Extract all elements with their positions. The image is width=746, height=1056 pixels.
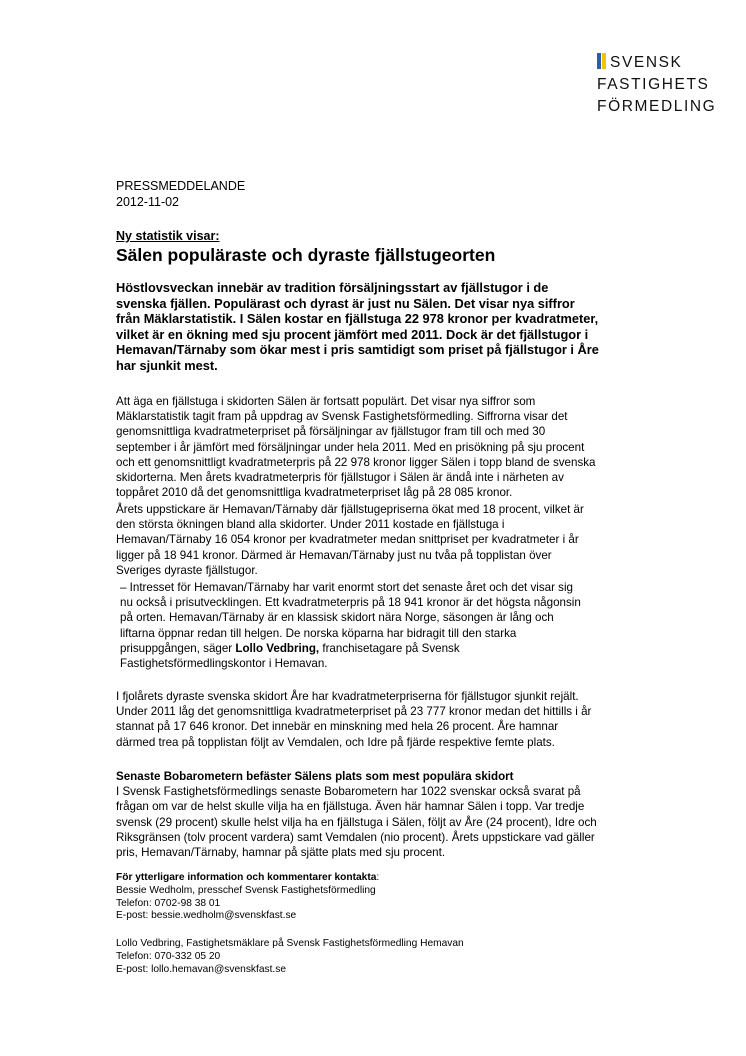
text-line: Mäklarstatistik tagit fram på uppdrag av Svensk Fastighetsförmedling. Siffrorna visar det xyxy=(116,410,568,424)
contact-phone: Telefon: 070-332 05 20 xyxy=(116,950,221,962)
logo-line-3: FÖRMEDLING xyxy=(597,98,717,115)
text-line: skidorterna. Men årets kvadratmeterpris för fjällstugor i Sälen är ändå inte i närheten av xyxy=(116,471,564,485)
text-line: svensk (29 procent) skulle helst vilja ha en fjällstuga i Sälen, följt av Åre (24 procent), Idre och xyxy=(116,815,597,829)
lead-line: svenska fjällen. Populärast och dyrast är just nu Sälen. Det visar nya siffror xyxy=(116,295,575,311)
text-line: I fjolårets dyraste svenska skidort Åre har kvadratmeterpriserna för fjällstugor sjunkit rejält. xyxy=(116,690,579,703)
quote-paragraph xyxy=(120,580,645,671)
text-line: Fastighetsförmedlingskontor i Hemavan. xyxy=(120,657,328,671)
press-header xyxy=(116,178,245,210)
text-line: Årets uppstickare är Hemavan/Tärnaby där fjällstugepriserna ökat med 18 procent, vilket är xyxy=(116,503,584,516)
lead-paragraph xyxy=(116,280,636,373)
quoted-person: Lollo Vedbring, xyxy=(235,641,320,655)
text-line: – Intresset för Hemavan/Tärnaby har varit enormt stort det senaste året och det visar sig xyxy=(120,581,574,594)
body-paragraph-3 xyxy=(116,689,641,750)
quote-text: franchisetagare på Svensk xyxy=(319,641,460,655)
swedish-flag-icon xyxy=(597,53,606,69)
lead-line: Höstlovsveckan innebär av tradition försäljningsstart av fjällstugor i de xyxy=(116,280,549,295)
text-line: liftarna öppnar redan till helgen. De norska köparna har bidragit till den starka xyxy=(120,626,517,640)
company-logo xyxy=(597,52,717,118)
contact-phone: Telefon: 0702-98 38 01 xyxy=(116,897,221,909)
text-line: Under 2011 låg det genomsnittliga kvadratmeterpriset på 23 777 kronor medan det hittills i år xyxy=(116,705,592,719)
text-line: toppåret 2010 då det genomsnittliga kvadratmeterpriset låg på 28 085 kronor. xyxy=(116,486,513,500)
contact-heading-text: För ytterligare information och kommentarer kontakta xyxy=(116,872,377,883)
section-subheading: Senaste Bobarometern befäster Sälens plats som mest populära skidort xyxy=(116,770,514,783)
document-date: 2012-11-02 xyxy=(116,195,180,209)
text-line: september i år jämfört med försäljningar under hela 2011. Med en prisökning på sju procent xyxy=(116,440,585,454)
lead-line: Hemavan/Tärnaby som ökar mest i pris samtidigt som priset på fjällstugor i Åre xyxy=(116,342,599,357)
contact-block-1 xyxy=(116,872,379,923)
contact-name: Bessie Wedholm, presschef Svensk Fastighetsförmedling xyxy=(116,884,376,896)
contact-block-2 xyxy=(116,938,464,976)
text-line: och ett genomsnittligt kvadratmeterpris på 22 978 kronor ligger Sälen i topp bland de svenska xyxy=(116,455,596,469)
contact-name: Lollo Vedbring, Fastighetsmäklare på Svensk Fastighetsförmedling Hemavan xyxy=(116,938,464,949)
contact-heading-colon: : xyxy=(376,872,380,883)
lead-line: har sjunkit mest. xyxy=(116,357,218,373)
contact-email[interactable]: E-post: lollo.hemavan@svenskfast.se xyxy=(116,963,287,975)
text-line: därmed trea på topplistan följt av Vemdalen, och Idre på fjärde respektive femte plats. xyxy=(116,735,555,749)
text-line: stannat på 17 646 kronor. Det innebär en minskning med hela 26 procent. Åre hamnar xyxy=(116,720,559,734)
contact-heading xyxy=(116,872,379,885)
text-line: Att äga en fjällstuga i skidorten Sälen är fortsatt populärt. Det visar nya siffror som xyxy=(116,395,536,408)
lead-line: från Mäklarstatistik. I Sälen kostar en fjällstuga 22 978 kronor per kvadratmeter, xyxy=(116,311,599,326)
text-line: pris, Hemavan/Tärnaby, hamnar på sjätte plats med sju procent. xyxy=(116,846,446,860)
logo-line-2: FASTIGHETS xyxy=(597,76,710,93)
text-line xyxy=(120,641,645,656)
bobarometer-section xyxy=(116,769,641,860)
logo-line-1: SVENSK xyxy=(597,52,712,74)
text-line: Sveriges dyraste fjällstugor. xyxy=(116,563,258,577)
text-line: I Svensk Fastighetsförmedlings senaste Bobarometern har 1022 svenskar också svarat på xyxy=(116,785,581,799)
headline: Sälen populäraste och dyraste fjällstugeorten xyxy=(116,245,496,265)
text-line: nu också i prisutvecklingen. Ett kvadratmeterpris på 18 941 kronor är det högsta någonsin xyxy=(120,596,581,610)
body-paragraph-1 xyxy=(116,394,641,500)
document-type: PRESSMEDDELANDE xyxy=(116,179,246,193)
kicker: Ny statistik visar: xyxy=(116,229,220,243)
text-line: ligger på 18 941 kronor. Därmed är Hemavan/Tärnaby just nu tvåa på topplistan över xyxy=(116,548,552,562)
text-line: genomsnittliga kvadratmeterpriset på försäljningar av fjällstugor fram till och med 30 xyxy=(116,425,546,439)
body-paragraph-2 xyxy=(116,502,641,578)
text-line: på orten. Hemavan/Tärnaby är en klassisk skidort nära Norge, säsongen är lång och xyxy=(120,611,554,625)
text-line: Hemavan/Tärnaby 16 054 kronor per kvadratmeter medan snittpriset per kvadratmeter i år xyxy=(116,533,579,547)
text-line: frågan om var de helst skulle vilja ha en fjällstuga. Även här hamnar Sälen i topp. Var tredje xyxy=(116,800,585,814)
contact-email[interactable]: E-post: bessie.wedholm@svenskfast.se xyxy=(116,910,297,922)
text-line: Riksgränsen (tolv procent vardera) samt Vemdalen (nio procent). Årets uppstickare vad gäller xyxy=(116,830,595,844)
lead-line: vilket är en ökning med sju procent jämfört med 2011. Dock är det fjällstugor i xyxy=(116,326,589,342)
text-line: den största ökningen bland alla skidorter. Under 2011 kostade en fjällstuga i xyxy=(116,518,505,532)
quote-text: prisuppgången, säger xyxy=(120,641,236,655)
